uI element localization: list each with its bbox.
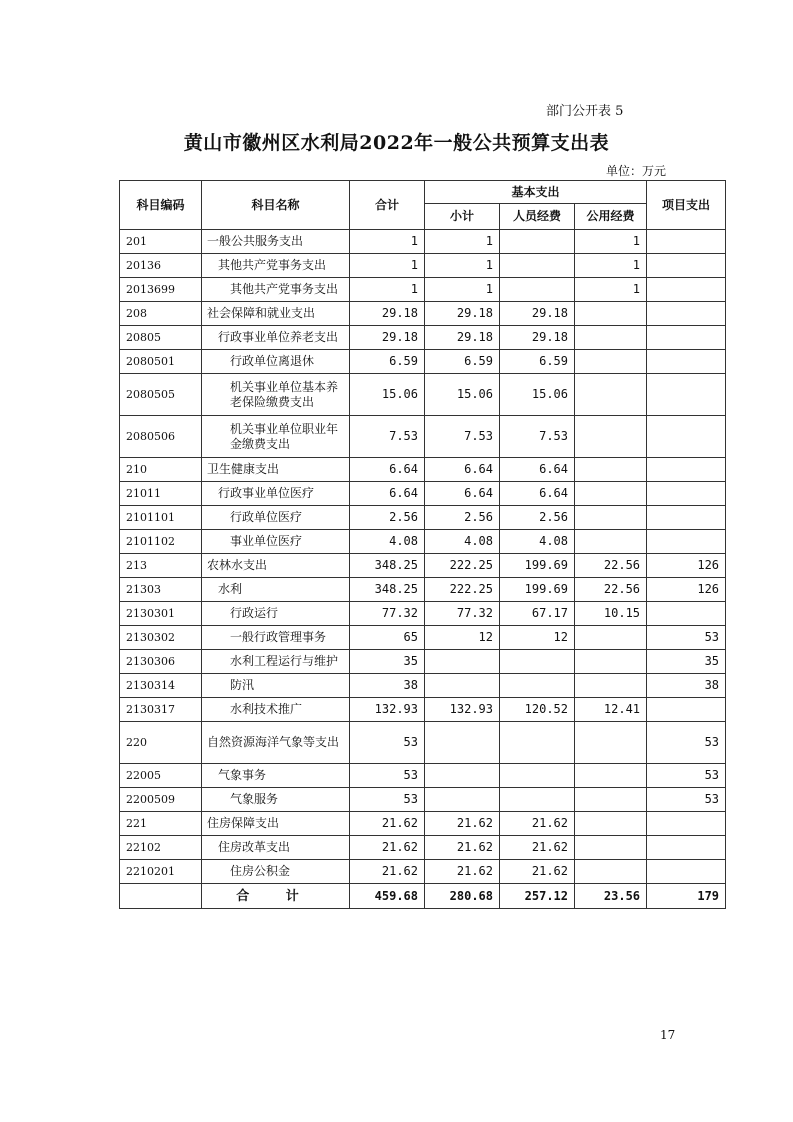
row-project: [647, 416, 726, 458]
row-total: 53: [350, 722, 425, 764]
table-row: [120, 326, 726, 350]
row-project: 53: [647, 788, 726, 812]
row-total: 21.62: [350, 812, 425, 836]
form-number: 部门公开表 5: [546, 104, 624, 119]
row-project: [647, 230, 726, 254]
page-number: 17: [660, 1028, 676, 1042]
table-row: [120, 506, 726, 530]
row-subtotal: 21.62: [425, 836, 500, 860]
header-personnel: 人员经费: [500, 204, 575, 230]
row-name: 农林水支出: [202, 554, 350, 578]
row-code: 220: [120, 722, 202, 764]
row-name: 社会保障和就业支出: [202, 302, 350, 326]
row-name: 住房保障支出: [202, 812, 350, 836]
row-public: [575, 860, 647, 884]
row-name: 机关事业单位职业年金缴费支出: [202, 416, 350, 458]
table-row: [120, 812, 726, 836]
row-name: 行政事业单位养老支出: [202, 326, 350, 350]
row-code: 21011: [120, 482, 202, 506]
table-row: [120, 254, 726, 278]
row-project: [647, 698, 726, 722]
row-total: 4.08: [350, 530, 425, 554]
row-total: 21.62: [350, 836, 425, 860]
row-personnel: [500, 254, 575, 278]
row-public: [575, 722, 647, 764]
row-total: 38: [350, 674, 425, 698]
row-code: 2210201: [120, 860, 202, 884]
row-subtotal: [425, 788, 500, 812]
row-subtotal: 21.62: [425, 812, 500, 836]
row-public: 1: [575, 254, 647, 278]
row-subtotal: 29.18: [425, 326, 500, 350]
row-project: [647, 860, 726, 884]
row-name: 防汛: [202, 674, 350, 698]
header-basic: 基本支出: [425, 181, 647, 204]
row-subtotal: [425, 650, 500, 674]
table-row: [120, 302, 726, 326]
row-code: 2013699: [120, 278, 202, 302]
row-personnel: 21.62: [500, 860, 575, 884]
row-personnel: 2.56: [500, 506, 575, 530]
row-personnel: 6.64: [500, 458, 575, 482]
row-total: 348.25: [350, 578, 425, 602]
row-personnel: 6.64: [500, 482, 575, 506]
row-total: 6.59: [350, 350, 425, 374]
row-code: 2130306: [120, 650, 202, 674]
row-name: 住房公积金: [202, 860, 350, 884]
row-subtotal: 6.64: [425, 482, 500, 506]
table-body: [120, 230, 726, 884]
table-row: [120, 674, 726, 698]
row-code: 221: [120, 812, 202, 836]
row-subtotal: 4.08: [425, 530, 500, 554]
row-name: 行政运行: [202, 602, 350, 626]
row-name: 自然资源海洋气象等支出: [202, 722, 350, 764]
row-personnel: 15.06: [500, 374, 575, 416]
row-project: [647, 254, 726, 278]
row-subtotal: 7.53: [425, 416, 500, 458]
row-project: [647, 836, 726, 860]
row-personnel: 199.69: [500, 578, 575, 602]
row-total: 29.18: [350, 302, 425, 326]
row-subtotal: 132.93: [425, 698, 500, 722]
row-name: 水利技术推广: [202, 698, 350, 722]
row-public: [575, 416, 647, 458]
total-public: 23.56: [575, 884, 647, 909]
row-total: 348.25: [350, 554, 425, 578]
row-project: 126: [647, 578, 726, 602]
row-public: [575, 374, 647, 416]
row-public: [575, 836, 647, 860]
row-code: 2080505: [120, 374, 202, 416]
row-name: 一般公共服务支出: [202, 230, 350, 254]
row-name: 其他共产党事务支出: [202, 254, 350, 278]
row-name: 其他共产党事务支出: [202, 278, 350, 302]
row-name: 事业单位医疗: [202, 530, 350, 554]
row-project: 126: [647, 554, 726, 578]
table-row: [120, 416, 726, 458]
row-total: 1: [350, 278, 425, 302]
row-public: [575, 350, 647, 374]
row-code: 2130317: [120, 698, 202, 722]
row-code: 213: [120, 554, 202, 578]
row-personnel: 120.52: [500, 698, 575, 722]
table-row: [120, 578, 726, 602]
row-project: [647, 812, 726, 836]
header-public: 公用经费: [575, 204, 647, 230]
row-total: 21.62: [350, 860, 425, 884]
row-subtotal: 29.18: [425, 302, 500, 326]
row-project: [647, 506, 726, 530]
row-total: 7.53: [350, 416, 425, 458]
row-name: 气象服务: [202, 788, 350, 812]
row-project: [647, 530, 726, 554]
row-personnel: 29.18: [500, 326, 575, 350]
row-public: [575, 650, 647, 674]
total-label: 合 计: [202, 884, 350, 909]
row-public: 22.56: [575, 578, 647, 602]
row-project: [647, 302, 726, 326]
table-row: [120, 860, 726, 884]
row-subtotal: 1: [425, 278, 500, 302]
row-subtotal: 222.25: [425, 554, 500, 578]
row-total: 2.56: [350, 506, 425, 530]
row-subtotal: 222.25: [425, 578, 500, 602]
row-personnel: [500, 650, 575, 674]
row-project: [647, 350, 726, 374]
row-public: [575, 674, 647, 698]
row-total: 53: [350, 764, 425, 788]
row-personnel: 199.69: [500, 554, 575, 578]
row-total: 132.93: [350, 698, 425, 722]
row-name: 住房改革支出: [202, 836, 350, 860]
row-code: 2080506: [120, 416, 202, 458]
row-subtotal: [425, 722, 500, 764]
row-code: 20805: [120, 326, 202, 350]
row-subtotal: 6.59: [425, 350, 500, 374]
row-personnel: [500, 674, 575, 698]
row-subtotal: 12: [425, 626, 500, 650]
row-project: 38: [647, 674, 726, 698]
row-subtotal: [425, 674, 500, 698]
row-public: 10.15: [575, 602, 647, 626]
row-code: 208: [120, 302, 202, 326]
row-project: [647, 374, 726, 416]
row-personnel: 67.17: [500, 602, 575, 626]
row-code: 2130302: [120, 626, 202, 650]
row-total: 65: [350, 626, 425, 650]
row-code: 2101102: [120, 530, 202, 554]
row-public: 22.56: [575, 554, 647, 578]
row-project: [647, 482, 726, 506]
row-total: 15.06: [350, 374, 425, 416]
row-name: 水利工程运行与维护: [202, 650, 350, 674]
row-public: [575, 482, 647, 506]
table-row: [120, 836, 726, 860]
row-code: 20136: [120, 254, 202, 278]
row-subtotal: 2.56: [425, 506, 500, 530]
row-project: [647, 458, 726, 482]
row-subtotal: [425, 764, 500, 788]
table-row: [120, 764, 726, 788]
budget-table: [119, 180, 726, 909]
row-total: 35: [350, 650, 425, 674]
table-row: [120, 626, 726, 650]
table-row: [120, 698, 726, 722]
row-project: [647, 326, 726, 350]
total-row: [120, 884, 726, 909]
total-personnel: 257.12: [500, 884, 575, 909]
row-total: 1: [350, 254, 425, 278]
row-total: 53: [350, 788, 425, 812]
table-row: [120, 230, 726, 254]
row-code: 2130301: [120, 602, 202, 626]
row-total: 6.64: [350, 482, 425, 506]
row-total: 77.32: [350, 602, 425, 626]
row-personnel: 21.62: [500, 812, 575, 836]
row-personnel: 29.18: [500, 302, 575, 326]
row-code: 2101101: [120, 506, 202, 530]
row-name: 气象事务: [202, 764, 350, 788]
row-code: 2200509: [120, 788, 202, 812]
row-public: [575, 788, 647, 812]
row-subtotal: 15.06: [425, 374, 500, 416]
row-total: 1: [350, 230, 425, 254]
total-total: 459.68: [350, 884, 425, 909]
row-personnel: 4.08: [500, 530, 575, 554]
row-project: [647, 278, 726, 302]
row-public: 1: [575, 230, 647, 254]
table-row: [120, 788, 726, 812]
row-name: 机关事业单位基本养老保险缴费支出: [202, 374, 350, 416]
header-total: 合计: [350, 181, 425, 230]
total-code: [120, 884, 202, 909]
row-personnel: 7.53: [500, 416, 575, 458]
row-public: 12.41: [575, 698, 647, 722]
row-personnel: [500, 764, 575, 788]
table-row: [120, 458, 726, 482]
row-personnel: [500, 278, 575, 302]
header-project: 项目支出: [647, 181, 726, 230]
row-public: [575, 506, 647, 530]
row-public: [575, 764, 647, 788]
table-row: [120, 722, 726, 764]
row-code: 2080501: [120, 350, 202, 374]
row-public: [575, 326, 647, 350]
row-project: 53: [647, 764, 726, 788]
row-code: 22005: [120, 764, 202, 788]
row-name: 行政单位离退休: [202, 350, 350, 374]
row-personnel: [500, 722, 575, 764]
table-row: [120, 650, 726, 674]
row-name: 卫生健康支出: [202, 458, 350, 482]
row-public: [575, 302, 647, 326]
row-personnel: 12: [500, 626, 575, 650]
row-personnel: 6.59: [500, 350, 575, 374]
table-row: [120, 374, 726, 416]
table-row: [120, 602, 726, 626]
row-subtotal: 6.64: [425, 458, 500, 482]
table-row: [120, 554, 726, 578]
row-code: 21303: [120, 578, 202, 602]
row-personnel: 21.62: [500, 836, 575, 860]
header-code: 科目编码: [120, 181, 202, 230]
row-total: 29.18: [350, 326, 425, 350]
row-code: 2130314: [120, 674, 202, 698]
row-project: 53: [647, 722, 726, 764]
header-subtotal: 小计: [425, 204, 500, 230]
row-public: [575, 458, 647, 482]
table-row: [120, 530, 726, 554]
unit-label: 单位：万元: [606, 164, 667, 178]
row-code: 210: [120, 458, 202, 482]
row-project: 53: [647, 626, 726, 650]
row-subtotal: 77.32: [425, 602, 500, 626]
row-name: 一般行政管理事务: [202, 626, 350, 650]
row-project: 35: [647, 650, 726, 674]
row-subtotal: 21.62: [425, 860, 500, 884]
row-public: [575, 812, 647, 836]
row-public: [575, 626, 647, 650]
page-title: 黄山市徽州区水利局2022年一般公共预算支出表: [183, 132, 610, 154]
header-name: 科目名称: [202, 181, 350, 230]
row-project: [647, 602, 726, 626]
table-row: [120, 278, 726, 302]
row-total: 6.64: [350, 458, 425, 482]
row-public: 1: [575, 278, 647, 302]
row-name: 水利: [202, 578, 350, 602]
row-code: 22102: [120, 836, 202, 860]
table-row: [120, 350, 726, 374]
row-subtotal: 1: [425, 230, 500, 254]
row-name: 行政事业单位医疗: [202, 482, 350, 506]
row-subtotal: 1: [425, 254, 500, 278]
table-row: [120, 482, 726, 506]
row-name: 行政单位医疗: [202, 506, 350, 530]
row-code: 201: [120, 230, 202, 254]
total-subtotal: 280.68: [425, 884, 500, 909]
row-personnel: [500, 788, 575, 812]
row-public: [575, 530, 647, 554]
total-project: 179: [647, 884, 726, 909]
row-personnel: [500, 230, 575, 254]
